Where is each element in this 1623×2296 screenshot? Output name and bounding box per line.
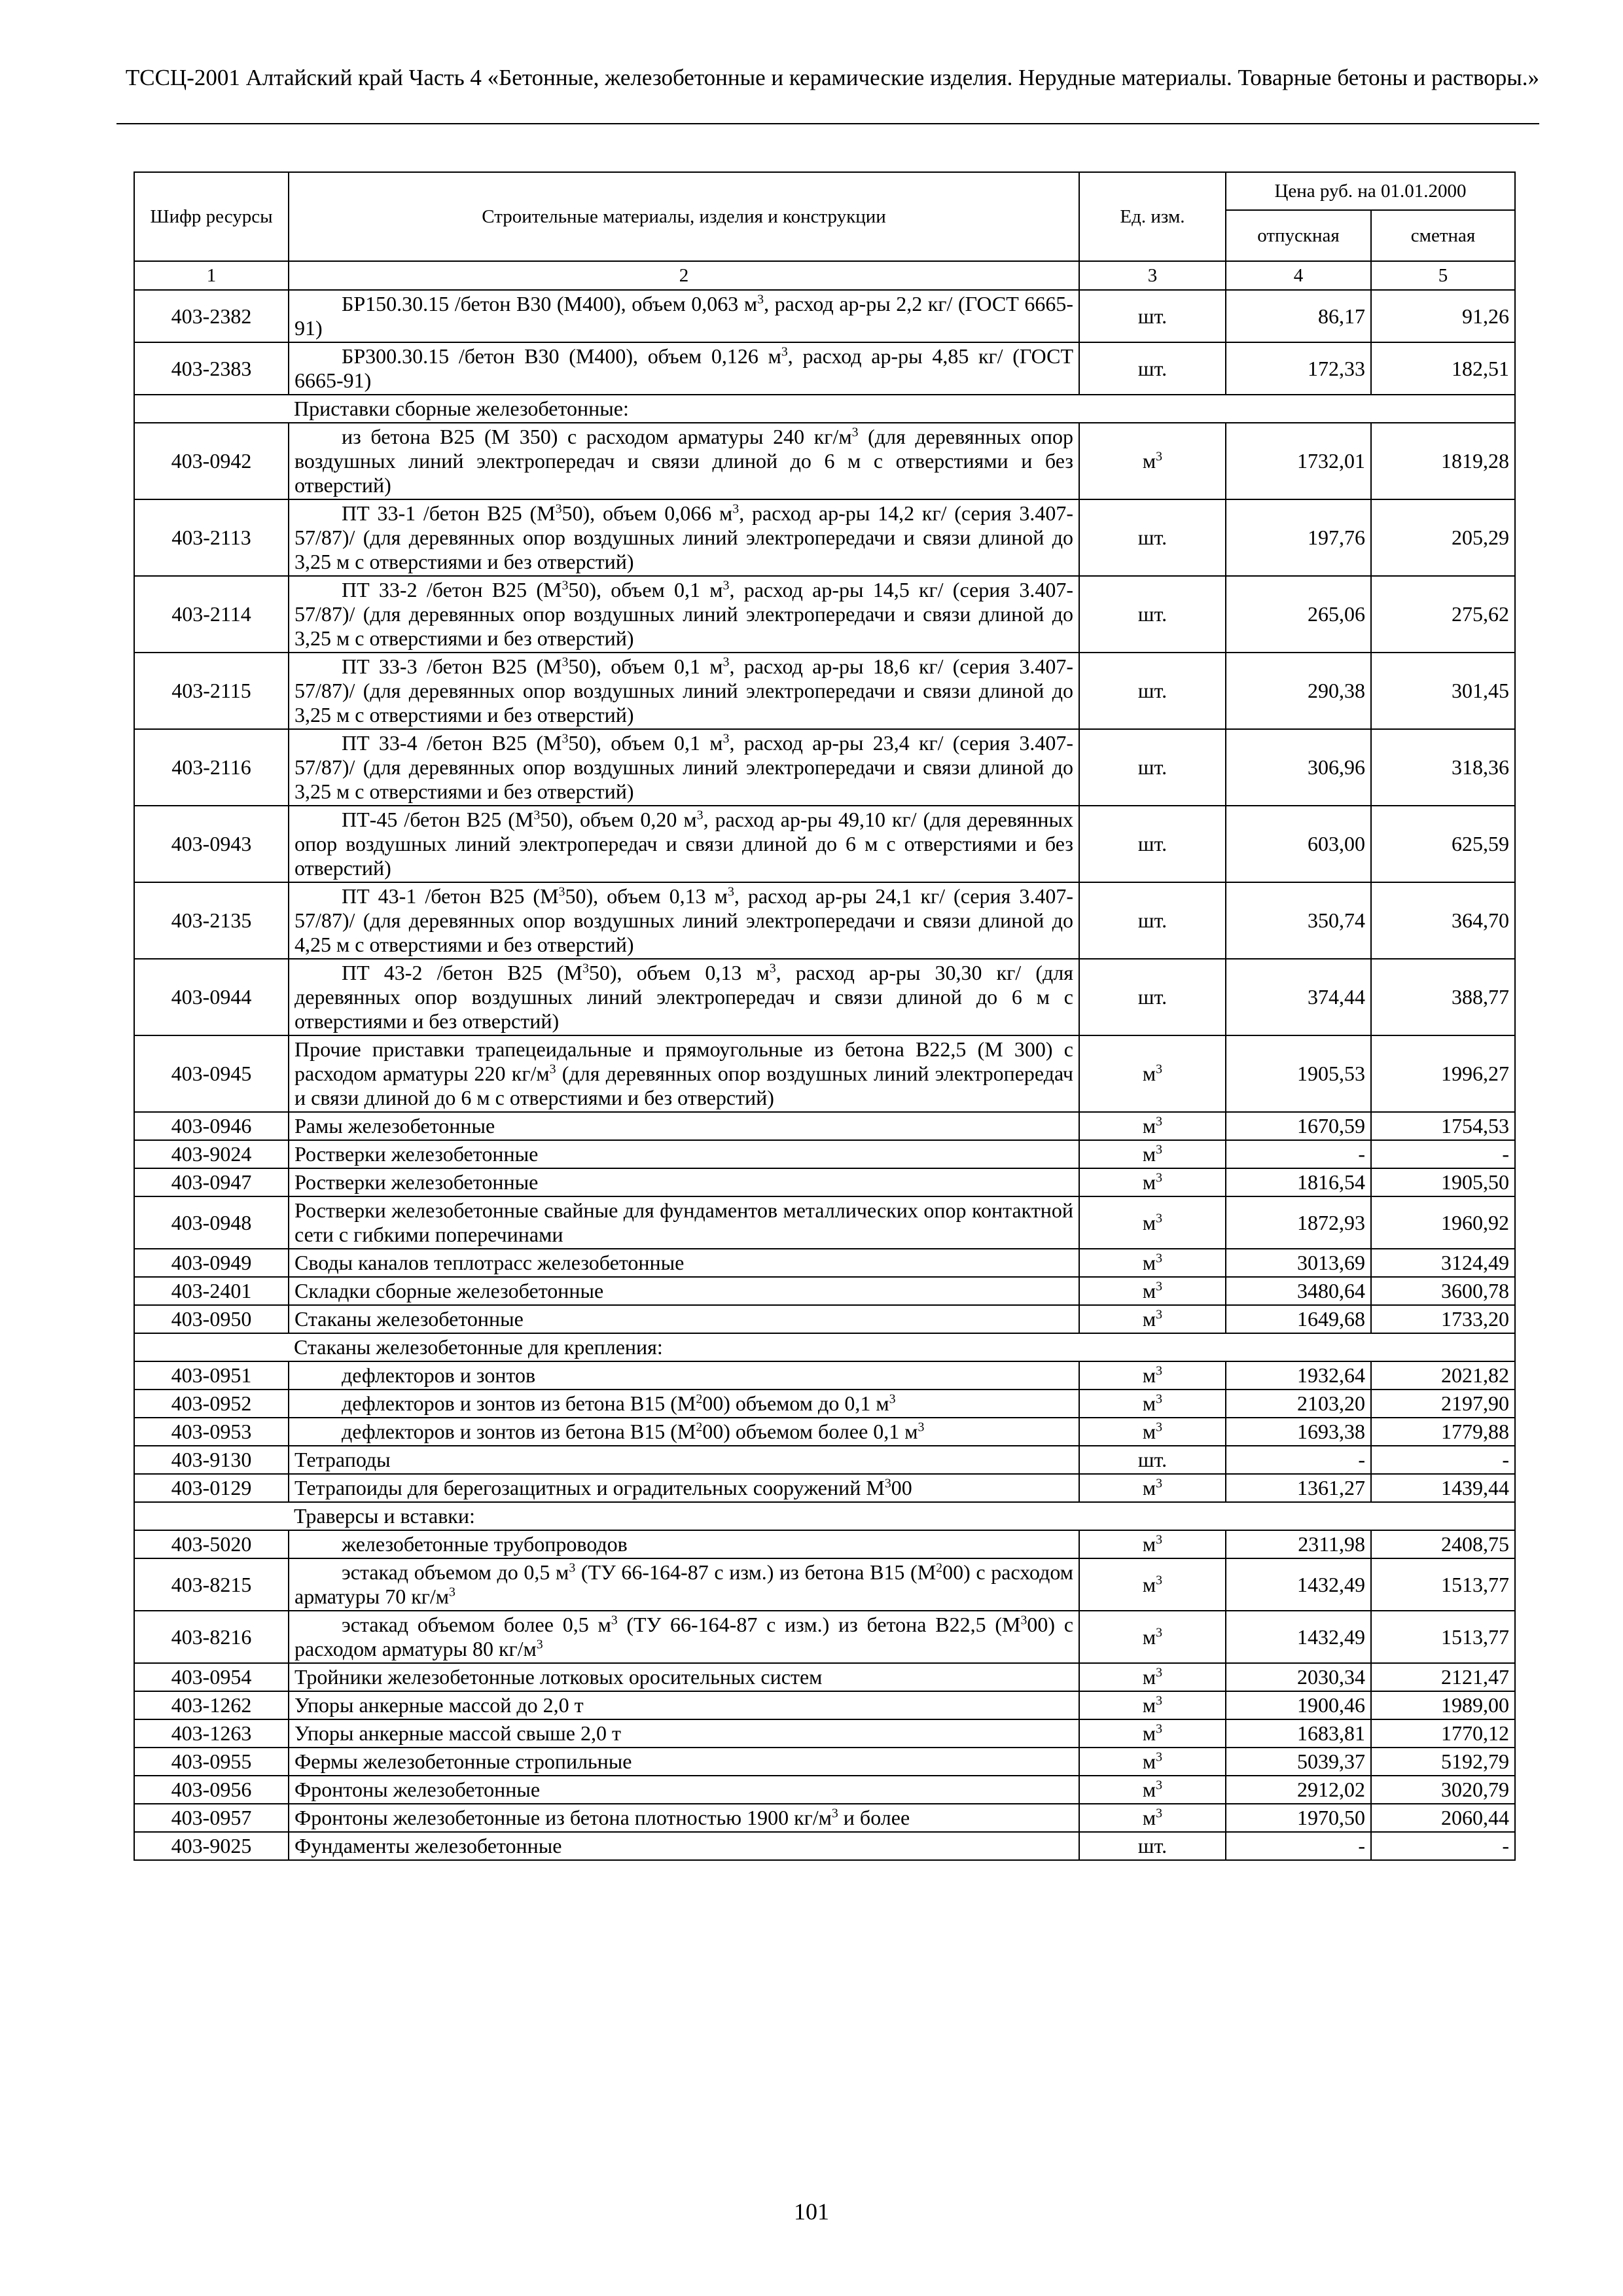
table-row	[134, 1832, 1515, 1860]
resource-code: 403-0948	[134, 1196, 289, 1249]
unit-of-measure: шт.	[1079, 1446, 1226, 1474]
estimate-price: 2408,75	[1371, 1530, 1515, 1558]
estimate-price: 1989,00	[1371, 1691, 1515, 1719]
release-price: 1683,81	[1226, 1719, 1371, 1748]
resource-code: 403-0952	[134, 1390, 289, 1418]
release-price: -	[1226, 1140, 1371, 1168]
material-description: БР300.30.15 /бетон В30 (М400), объем 0,126 $м^3$, расход ар-ры 4,85 кг/ (ГОСТ 6665-91)	[289, 342, 1079, 395]
material-description: Упоры анкерные массой свыше 2,0 т	[289, 1719, 1079, 1748]
unit-of-measure: $м^3$	[1079, 1277, 1226, 1305]
table-row	[134, 1611, 1515, 1663]
resource-code: 403-2383	[134, 342, 289, 395]
table-header-row	[134, 172, 1515, 210]
release-price: 1905,53	[1226, 1035, 1371, 1112]
material-description: БР150.30.15 /бетон В30 (М400), объем 0,063 $м^3$, расход ар-ры 2,2 кг/ (ГОСТ 6665-91)	[289, 290, 1079, 342]
release-price: 1432,49	[1226, 1611, 1371, 1663]
table-row	[134, 342, 1515, 395]
table-group-row	[134, 395, 1515, 423]
unit-of-measure: шт.	[1079, 342, 1226, 395]
table-row	[134, 1530, 1515, 1558]
resource-code: 403-8216	[134, 1611, 289, 1663]
resource-code: 403-0950	[134, 1305, 289, 1333]
release-price: 1432,49	[1226, 1558, 1371, 1611]
release-price: 2912,02	[1226, 1776, 1371, 1804]
release-price: 2311,98	[1226, 1530, 1371, 1558]
release-price: 5039,37	[1226, 1748, 1371, 1776]
unit-of-measure: $м^3$	[1079, 1558, 1226, 1611]
estimate-price: 182,51	[1371, 342, 1515, 395]
release-price: 1900,46	[1226, 1691, 1371, 1719]
resource-code: 403-2382	[134, 290, 289, 342]
table-row	[134, 1719, 1515, 1748]
resource-code: 403-9025	[134, 1832, 289, 1860]
resource-code: 403-0953	[134, 1418, 289, 1446]
material-description: Тетраподы	[289, 1446, 1079, 1474]
release-price: 2030,34	[1226, 1663, 1371, 1691]
release-price: 172,33	[1226, 342, 1371, 395]
unit-of-measure: $м^3$	[1079, 1140, 1226, 1168]
release-price: 1732,01	[1226, 423, 1371, 499]
estimate-price: 205,29	[1371, 499, 1515, 576]
resource-code: 403-0942	[134, 423, 289, 499]
column-number: 4	[1226, 261, 1371, 290]
estimate-price: 301,45	[1371, 653, 1515, 729]
material-description: железобетонные трубопроводов	[289, 1530, 1079, 1558]
table-row	[134, 290, 1515, 342]
resource-code: 403-9130	[134, 1446, 289, 1474]
material-description: Упоры анкерные массой до 2,0 т	[289, 1691, 1079, 1719]
table-group-row	[134, 1502, 1515, 1530]
resource-code: 403-0954	[134, 1663, 289, 1691]
material-description: дефлекторов и зонтов	[289, 1361, 1079, 1390]
release-price: 1970,50	[1226, 1804, 1371, 1832]
material-description: Прочие приставки трапецеидальные и прямоугольные из бетона В22,5 (М 300) с расходом арматуры 220 $кг/м^3$ (для деревянных опор воздушных линий электропередач и связи длиной до 6 м с отверстиями и без отверстий)	[289, 1035, 1079, 1112]
group-code-cell	[134, 1333, 289, 1361]
material-description: ПТ 33-2 /бетон В25 $(М^350)$, объем 0,1 $м^3$, расход ар-ры 14,5 кг/ (серия 3.407-57/87)/ (для деревянных опор воздушных линий электропередачи и связи длиной до 3,25 м с отверстиями и без отверстий)	[289, 576, 1079, 653]
resource-code: 403-0943	[134, 806, 289, 882]
unit-of-measure: $м^3$	[1079, 1035, 1226, 1112]
unit-of-measure: $м^3$	[1079, 1196, 1226, 1249]
estimate-price: 2121,47	[1371, 1663, 1515, 1691]
resource-code: 403-1263	[134, 1719, 289, 1748]
material-description: ПТ-45 /бетон В25 $(М^350)$, объем 0,20 $м^3$, расход ар-ры 49,10 кг/ (для деревянных опор воздушных линий электропередач и связи длиной до 6 м с отверстиями и без отверстий)	[289, 806, 1079, 882]
unit-of-measure: шт.	[1079, 653, 1226, 729]
resource-code: 403-2115	[134, 653, 289, 729]
table-row	[134, 1196, 1515, 1249]
table-row	[134, 882, 1515, 959]
table-group-row	[134, 1333, 1515, 1361]
estimate-price: 3124,49	[1371, 1249, 1515, 1277]
release-price: 374,44	[1226, 959, 1371, 1035]
group-heading: Стаканы железобетонные для крепления:	[289, 1333, 1515, 1361]
resource-code: 403-0955	[134, 1748, 289, 1776]
column-header-release-price: отпускная	[1226, 210, 1371, 261]
material-description: эстакад объемом более 0,5 $м^3$ (ТУ 66-164-87 с изм.) из бетона В22,5 $(М^300)$ с расходом арматуры 80 $кг/м^3$	[289, 1611, 1079, 1663]
release-price: 2103,20	[1226, 1390, 1371, 1418]
unit-of-measure: $м^3$	[1079, 1112, 1226, 1140]
unit-of-measure: $м^3$	[1079, 1390, 1226, 1418]
material-description: эстакад объемом до 0,5 $м^3$ (ТУ 66-164-87 с изм.) из бетона В15 $(М^200)$ с расходом арматуры 70 $кг/м^3$	[289, 1558, 1079, 1611]
estimate-price: 1819,28	[1371, 423, 1515, 499]
resource-code: 403-9024	[134, 1140, 289, 1168]
table-row	[134, 959, 1515, 1035]
resource-code: 403-2401	[134, 1277, 289, 1305]
material-description: Рамы железобетонные	[289, 1112, 1079, 1140]
unit-of-measure: $м^3$	[1079, 1474, 1226, 1502]
resource-code: 403-2116	[134, 729, 289, 806]
header-divider	[116, 123, 1539, 124]
table-row	[134, 1277, 1515, 1305]
release-price: -	[1226, 1832, 1371, 1860]
unit-of-measure: $м^3$	[1079, 1305, 1226, 1333]
resource-code: 403-2135	[134, 882, 289, 959]
table-row	[134, 1305, 1515, 1333]
table-row	[134, 806, 1515, 882]
table-row	[134, 1390, 1515, 1418]
table-row	[134, 1112, 1515, 1140]
estimate-price: 91,26	[1371, 290, 1515, 342]
estimate-price: -	[1371, 1832, 1515, 1860]
table-body	[134, 290, 1515, 1860]
group-heading: Траверсы и вставки:	[289, 1502, 1515, 1530]
estimate-price: 364,70	[1371, 882, 1515, 959]
material-description: ПТ 33-3 /бетон В25 $(М^350)$, объем 0,1 $м^3$, расход ар-ры 18,6 кг/ (серия 3.407-57/87)/ (для деревянных опор воздушных линий электропередачи и связи длиной до 3,25 м с отверстиями и без отверстий)	[289, 653, 1079, 729]
resource-code: 403-0129	[134, 1474, 289, 1502]
table-row	[134, 1776, 1515, 1804]
column-header-description: Строительные материалы, изделия и конструкции	[289, 172, 1079, 261]
release-price: 1670,59	[1226, 1112, 1371, 1140]
table-row	[134, 499, 1515, 576]
unit-of-measure: $м^3$	[1079, 1804, 1226, 1832]
estimate-price: 388,77	[1371, 959, 1515, 1035]
material-description: Ростверки железобетонные свайные для фундаментов металлических опор контактной сети с гибкими поперечинами	[289, 1196, 1079, 1249]
table-row	[134, 653, 1515, 729]
table-row	[134, 729, 1515, 806]
release-price: 86,17	[1226, 290, 1371, 342]
material-description: ПТ 33-1 /бетон В25 $(М^350)$, объем 0,066 $м^3$, расход ар-ры 14,2 кг/ (серия 3.407-57/87)/ (для деревянных опор воздушных линий электропередачи и связи длиной до 3,25 м с отверстиями и без отверстий)	[289, 499, 1079, 576]
estimate-price: 2021,82	[1371, 1361, 1515, 1390]
unit-of-measure: шт.	[1079, 882, 1226, 959]
unit-of-measure: $м^3$	[1079, 1361, 1226, 1390]
material-description: дефлекторов и зонтов из бетона В15 $(М^200)$ объемом до 0,1 $м^3$	[289, 1390, 1079, 1418]
unit-of-measure: шт.	[1079, 576, 1226, 653]
material-description: дефлекторов и зонтов из бетона В15 $(М^200)$ объемом более 0,1 $м^3$	[289, 1418, 1079, 1446]
table-row	[134, 576, 1515, 653]
column-number: 3	[1079, 261, 1226, 290]
estimate-price: 1779,88	[1371, 1418, 1515, 1446]
material-description: Тетрапоиды для берегозащитных и оградительных сооружений $М^300$	[289, 1474, 1079, 1502]
resource-code: 403-0944	[134, 959, 289, 1035]
material-description: Своды каналов теплотрасс железобетонные	[289, 1249, 1079, 1277]
table-row	[134, 1558, 1515, 1611]
material-description: Стаканы железобетонные	[289, 1305, 1079, 1333]
material-description: Фронтоны железобетонные из бетона плотностью 1900 $кг/м^3$ и более	[289, 1804, 1079, 1832]
unit-of-measure: $м^3$	[1079, 1168, 1226, 1196]
unit-of-measure: шт.	[1079, 1832, 1226, 1860]
unit-of-measure: $м^3$	[1079, 1611, 1226, 1663]
material-description: Фермы железобетонные стропильные	[289, 1748, 1079, 1776]
unit-of-measure: шт.	[1079, 729, 1226, 806]
material-description: ПТ 43-2 /бетон В25 $(М^350)$, объем 0,13 $м^3$, расход ар-ры 30,30 кг/ (для деревянных опор воздушных линий электропередач и связи длиной до 6 м с отверстиями и без отверстий)	[289, 959, 1079, 1035]
column-number-row	[134, 261, 1515, 290]
estimate-price: 1439,44	[1371, 1474, 1515, 1502]
column-header-estimate-price: сметная	[1371, 210, 1515, 261]
resource-code: 403-2113	[134, 499, 289, 576]
estimate-price: 1733,20	[1371, 1305, 1515, 1333]
material-description: Фундаменты железобетонные	[289, 1832, 1079, 1860]
unit-of-measure: $м^3$	[1079, 1418, 1226, 1446]
table-row	[134, 1804, 1515, 1832]
group-code-cell	[134, 1502, 289, 1530]
material-description: Складки сборные железобетонные	[289, 1277, 1079, 1305]
resource-code: 403-0949	[134, 1249, 289, 1277]
release-price: 1816,54	[1226, 1168, 1371, 1196]
material-description: ПТ 43-1 /бетон В25 $(М^350)$, объем 0,13 $м^3$, расход ар-ры 24,1 кг/ (серия 3.407-57/87)/ (для деревянных опор воздушных линий электропередачи и связи длиной до 4,25 м с отверстиями и без отверстий)	[289, 882, 1079, 959]
column-header-code: Шифр ресурсы	[134, 172, 289, 261]
column-number: 2	[289, 261, 1079, 290]
resource-code: 403-1262	[134, 1691, 289, 1719]
estimate-price: 1513,77	[1371, 1611, 1515, 1663]
estimate-price: 5192,79	[1371, 1748, 1515, 1776]
group-code-cell	[134, 395, 289, 423]
material-description: Ростверки железобетонные	[289, 1168, 1079, 1196]
resource-code: 403-0956	[134, 1776, 289, 1804]
material-description: Фронтоны железобетонные	[289, 1776, 1079, 1804]
group-heading: Приставки сборные железобетонные:	[289, 395, 1515, 423]
column-header-price: Цена руб. на 01.01.2000	[1226, 172, 1515, 210]
unit-of-measure: шт.	[1079, 499, 1226, 576]
table-row	[134, 1691, 1515, 1719]
table-row	[134, 1663, 1515, 1691]
unit-of-measure: $м^3$	[1079, 1691, 1226, 1719]
resource-code: 403-8215	[134, 1558, 289, 1611]
estimate-price: 3600,78	[1371, 1277, 1515, 1305]
table-row	[134, 1748, 1515, 1776]
column-header-unit: Ед. изм.	[1079, 172, 1226, 261]
column-number: 1	[134, 261, 289, 290]
release-price: 1872,93	[1226, 1196, 1371, 1249]
table-row	[134, 423, 1515, 499]
resource-code: 403-0946	[134, 1112, 289, 1140]
table-row	[134, 1249, 1515, 1277]
estimate-price: -	[1371, 1140, 1515, 1168]
table-row	[134, 1361, 1515, 1390]
table-row	[134, 1168, 1515, 1196]
release-price: 265,06	[1226, 576, 1371, 653]
table-row	[134, 1035, 1515, 1112]
table-row	[134, 1446, 1515, 1474]
unit-of-measure: $м^3$	[1079, 423, 1226, 499]
unit-of-measure: шт.	[1079, 806, 1226, 882]
estimate-price: -	[1371, 1446, 1515, 1474]
resource-code: 403-5020	[134, 1530, 289, 1558]
resource-code: 403-2114	[134, 576, 289, 653]
material-description: Тройники железобетонные лотковых оросительных систем	[289, 1663, 1079, 1691]
estimate-price: 1905,50	[1371, 1168, 1515, 1196]
estimate-price: 1960,92	[1371, 1196, 1515, 1249]
page-header: ТССЦ-2001 Алтайский край Часть 4 «Бетонные, железобетонные и керамические изделия. Нерудные материалы. Товарные бетоны и растворы.»	[125, 65, 1539, 90]
estimate-price: 318,36	[1371, 729, 1515, 806]
release-price: 1932,64	[1226, 1361, 1371, 1390]
estimate-price: 2060,44	[1371, 1804, 1515, 1832]
table-row	[134, 1140, 1515, 1168]
release-price: 1693,38	[1226, 1418, 1371, 1446]
release-price: 3013,69	[1226, 1249, 1371, 1277]
resource-code: 403-0951	[134, 1361, 289, 1390]
estimate-price: 1770,12	[1371, 1719, 1515, 1748]
estimate-price: 1996,27	[1371, 1035, 1515, 1112]
release-price: 3480,64	[1226, 1277, 1371, 1305]
material-description: из бетона В25 (М 350) с расходом арматуры 240 $кг/м^3$ (для деревянных опор воздушных линий электропередач и связи длиной до 6 м с отверстиями и без отверстий)	[289, 423, 1079, 499]
estimate-price: 625,59	[1371, 806, 1515, 882]
release-price: 350,74	[1226, 882, 1371, 959]
resource-code: 403-0947	[134, 1168, 289, 1196]
release-price: 1649,68	[1226, 1305, 1371, 1333]
table-row	[134, 1474, 1515, 1502]
estimate-price: 275,62	[1371, 576, 1515, 653]
estimate-price: 3020,79	[1371, 1776, 1515, 1804]
release-price: 1361,27	[1226, 1474, 1371, 1502]
unit-of-measure: $м^3$	[1079, 1776, 1226, 1804]
table-row	[134, 1418, 1515, 1446]
release-price: -	[1226, 1446, 1371, 1474]
estimate-price: 1754,53	[1371, 1112, 1515, 1140]
material-description: ПТ 33-4 /бетон В25 $(М^350)$, объем 0,1 $м^3$, расход ар-ры 23,4 кг/ (серия 3.407-57/87)/ (для деревянных опор воздушных линий электропередачи и связи длиной до 3,25 м с отверстиями и без отверстий)	[289, 729, 1079, 806]
resource-code: 403-0945	[134, 1035, 289, 1112]
estimate-price: 2197,90	[1371, 1390, 1515, 1418]
unit-of-measure: $м^3$	[1079, 1249, 1226, 1277]
unit-of-measure: $м^3$	[1079, 1663, 1226, 1691]
release-price: 290,38	[1226, 653, 1371, 729]
unit-of-measure: $м^3$	[1079, 1748, 1226, 1776]
release-price: 603,00	[1226, 806, 1371, 882]
material-description: Ростверки железобетонные	[289, 1140, 1079, 1168]
page-number: 101	[794, 2198, 829, 2225]
price-table	[134, 171, 1516, 1861]
column-number: 5	[1371, 261, 1515, 290]
unit-of-measure: шт.	[1079, 959, 1226, 1035]
resource-code: 403-0957	[134, 1804, 289, 1832]
release-price: 197,76	[1226, 499, 1371, 576]
unit-of-measure: шт.	[1079, 290, 1226, 342]
release-price: 306,96	[1226, 729, 1371, 806]
unit-of-measure: $м^3$	[1079, 1719, 1226, 1748]
unit-of-measure: $м^3$	[1079, 1530, 1226, 1558]
estimate-price: 1513,77	[1371, 1558, 1515, 1611]
